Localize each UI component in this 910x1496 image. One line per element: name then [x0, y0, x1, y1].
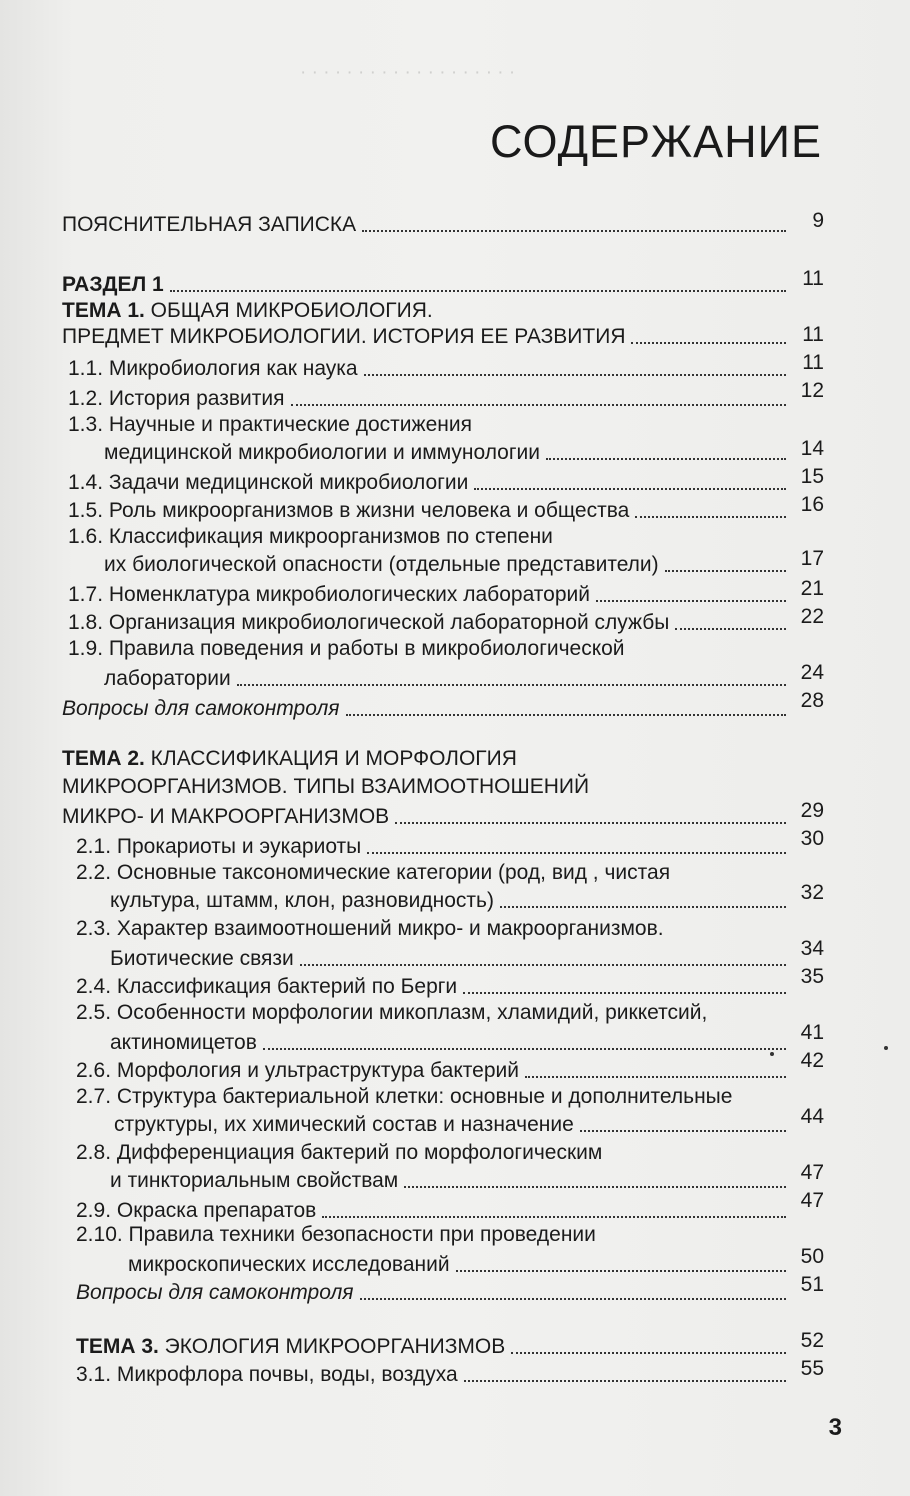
toc-topic-2-line2[interactable]: МИКРООРГАНИЗМОВ. ТИПЫ ВЗАИМООТНОШЕНИЙ	[62, 775, 590, 798]
leader-dots	[291, 403, 787, 406]
toc-entry-label: 1.2. История развития	[68, 387, 285, 410]
toc-entry-2-9[interactable]	[76, 1198, 792, 1224]
leader-dots	[263, 1047, 786, 1050]
leader-dots	[635, 515, 786, 518]
toc-entry-2-7-line1[interactable]: 2.7. Структура бактериальной клетки: основные и дополнительные	[76, 1085, 733, 1108]
toc-entry-1-6-line2[interactable]	[104, 552, 792, 578]
toc-entry-2-6[interactable]	[76, 1058, 792, 1084]
toc-page-number: 15	[800, 465, 824, 488]
toc-page-number: 11	[802, 267, 824, 290]
leader-dots	[525, 1075, 786, 1078]
toc-page-number: 35	[800, 965, 824, 988]
topic-title: ОБЩАЯ МИКРОБИОЛОГИЯ.	[144, 299, 433, 322]
toc-entry-label: микроскопических исследований	[128, 1253, 450, 1276]
topic-prefix: ТЕМА 3.	[76, 1335, 159, 1358]
leader-dots	[580, 1129, 786, 1132]
leader-dots	[170, 289, 786, 292]
toc-page-number: 32	[800, 881, 824, 904]
toc-entry-2-8-line1[interactable]: 2.8. Дифференциация бактерий по морфологическим	[76, 1141, 603, 1164]
toc-page-number: 22	[800, 605, 824, 628]
leader-dots	[404, 1185, 786, 1188]
toc-entry-1-7[interactable]	[68, 582, 792, 608]
toc-entry-label: культура, штамм, клон, разновидность)	[110, 889, 494, 912]
toc-entry-label: 3.1. Микрофлора почвы, воды, воздуха	[76, 1363, 458, 1386]
toc-entry-label: медицинской микробиологии и иммунологии	[104, 441, 540, 464]
toc-page-number: 11	[802, 323, 824, 346]
toc-entry-label: 1.7. Номенклатура микробиологических лабораторий	[68, 583, 590, 606]
leader-dots	[511, 1351, 786, 1354]
toc-topic-1-line2[interactable]	[62, 324, 792, 350]
page-title: СОДЕРЖАНИЕ	[490, 116, 822, 167]
toc-entry-label: 1.4. Задачи медицинской микробиологии	[68, 471, 469, 494]
leader-dots	[346, 713, 786, 716]
toc-entry-2-2-line2[interactable]	[110, 888, 792, 914]
toc-entry-2-5-line2[interactable]	[110, 1030, 792, 1056]
toc-entry-label: Биотические связи	[110, 947, 294, 970]
leader-dots	[237, 683, 786, 686]
toc-entry-label: их биологической опасности (отдельные представители)	[104, 553, 659, 576]
toc-page-number: 11	[802, 351, 824, 374]
toc-entry-label: актиномицетов	[110, 1031, 257, 1054]
toc-entry-1-1[interactable]	[68, 356, 792, 382]
toc-entry-1-3-line1[interactable]: 1.3. Научные и практические достижения	[68, 413, 472, 436]
toc-topic-2-line1[interactable]	[62, 746, 517, 772]
toc-entry-label: 1.8. Организация микробиологической лабораторной службы	[68, 611, 670, 634]
toc-topic-1-line1[interactable]	[62, 298, 433, 324]
topic-prefix: ТЕМА 2.	[62, 747, 145, 770]
toc-entry-note[interactable]	[62, 212, 792, 238]
leader-dots	[675, 627, 786, 630]
toc-entry-label: структуры, их химический состав и назначение	[114, 1113, 574, 1136]
toc-entry-label: 2.9. Окраска препаратов	[76, 1199, 317, 1222]
toc-entry-2-2-line1[interactable]: 2.2. Основные таксономические категории (род, вид , чистая	[76, 861, 671, 884]
toc-entry-2-7-line2[interactable]	[114, 1112, 792, 1138]
toc-entry-2-3-line1[interactable]: 2.3. Характер взаимоотношений микро- и макроорганизмов.	[76, 917, 664, 940]
toc-topic-3[interactable]	[76, 1334, 792, 1360]
toc-topic-2-line3[interactable]	[62, 804, 792, 830]
leader-dots	[596, 599, 786, 602]
topic-prefix: ТЕМА 1.	[62, 299, 145, 322]
toc-entry-label: лаборатории	[104, 667, 231, 690]
toc-page-number: 29	[800, 799, 824, 822]
toc-page-number: 34	[800, 937, 824, 960]
toc-entry-2-3-line2[interactable]	[110, 946, 792, 972]
toc-entry-questions-2[interactable]	[76, 1280, 792, 1306]
leader-dots	[362, 229, 786, 232]
toc-entry-1-4[interactable]	[68, 470, 792, 496]
toc-entry-label: 1.5. Роль микроорганизмов в жизни человека и общества	[68, 499, 630, 522]
leader-dots	[360, 1297, 786, 1300]
page-folio: 3	[828, 1414, 842, 1441]
toc-entry-1-2[interactable]	[68, 386, 792, 412]
leader-dots	[322, 1215, 786, 1218]
print-speck	[770, 1052, 774, 1056]
toc-page-number: 17	[800, 547, 824, 570]
bleed-through-text: · · · · · · · · · · · · · · · · · · ·	[300, 62, 516, 83]
toc-page-number: 41	[800, 1021, 824, 1044]
toc-entry-2-5-line1[interactable]: 2.5. Особенности морфологии микоплазм, хламидий, риккетсий,	[76, 1001, 708, 1024]
toc-entry-label: Вопросы для самоконтроля	[76, 1281, 354, 1304]
toc-entry-2-10-line1[interactable]: 2.10. Правила техники безопасности при проведении	[76, 1223, 596, 1246]
toc-entry-label: 2.1. Прокариоты и эукариоты	[76, 835, 362, 858]
print-speck	[884, 1046, 888, 1050]
leader-dots	[464, 1379, 786, 1382]
toc-entry-questions-1[interactable]	[62, 696, 792, 722]
leader-dots	[665, 569, 786, 572]
toc-page-number: 51	[800, 1273, 824, 1296]
toc-entry-label: 2.4. Классификация бактерий по Берги	[76, 975, 458, 998]
leader-dots	[546, 457, 786, 460]
toc-entry-1-9-line1[interactable]: 1.9. Правила поведения и работы в микробиологической	[68, 637, 625, 660]
leader-dots	[300, 963, 786, 966]
toc-page-number: 9	[812, 209, 824, 232]
toc-page-number: 28	[800, 689, 824, 712]
toc-entry-label: и тинкториальным свойствам	[110, 1169, 399, 1192]
leader-dots	[395, 821, 786, 824]
leader-dots	[456, 1269, 786, 1272]
toc-page-number: 24	[800, 661, 824, 684]
toc-page-number: 52	[800, 1329, 824, 1352]
toc-entry-1-8[interactable]	[68, 610, 792, 636]
toc-entry-label: 2.6. Морфология и ультраструктура бактерий	[76, 1059, 519, 1082]
leader-dots	[463, 991, 786, 994]
toc-page-number: 50	[800, 1245, 824, 1268]
toc-entry-label: РАЗДЕЛ 1	[62, 273, 164, 296]
toc-page-number: 12	[800, 379, 824, 402]
toc-entry-2-1[interactable]	[76, 834, 792, 860]
toc-entry-1-3-line2[interactable]	[104, 440, 792, 466]
toc-page-number: 44	[800, 1105, 824, 1128]
toc-entry-2-8-line2[interactable]	[110, 1168, 792, 1194]
topic-title: ЭКОЛОГИЯ МИКРООРГАНИЗМОВ	[158, 1335, 506, 1358]
toc-entry-label: ПОЯСНИТЕЛЬНАЯ ЗАПИСКА	[62, 213, 357, 236]
leader-dots	[474, 487, 786, 490]
topic-title: КЛАССИФИКАЦИЯ И МОРФОЛОГИЯ	[144, 747, 517, 770]
toc-page-number: 47	[800, 1189, 824, 1212]
toc-entry-2-4[interactable]	[76, 974, 792, 1000]
toc-entry-1-6-line1[interactable]: 1.6. Классификация микроорганизмов по степени	[68, 525, 553, 548]
leader-dots	[367, 851, 786, 854]
toc-page-number: 14	[800, 437, 824, 460]
toc-entry-1-5[interactable]	[68, 498, 792, 524]
toc-page-number: 16	[800, 493, 824, 516]
toc-entry-section-1[interactable]	[62, 272, 792, 298]
leader-dots	[631, 341, 786, 344]
toc-page-number: 47	[800, 1161, 824, 1184]
toc-entry-label: Вопросы для самоконтроля	[62, 697, 340, 720]
topic-title: ПРЕДМЕТ МИКРОБИОЛОГИИ. ИСТОРИЯ ЕЕ РАЗВИТИЯ	[62, 325, 626, 348]
topic-title: МИКРО- И МАКРООРГАНИЗМОВ	[62, 805, 390, 828]
toc-page-number: 21	[800, 577, 824, 600]
toc-entry-3-1[interactable]	[76, 1362, 792, 1388]
leader-dots	[364, 373, 786, 376]
topic-title-wrap	[76, 1334, 505, 1360]
toc-entry-2-10-line2[interactable]	[128, 1252, 792, 1278]
toc-page-number: 42	[800, 1049, 824, 1072]
toc-entry-1-9-line2[interactable]	[104, 666, 792, 692]
toc-page-number: 55	[800, 1357, 824, 1380]
toc-entry-label: 1.1. Микробиология как наука	[68, 357, 358, 380]
toc-page-number: 30	[800, 827, 824, 850]
leader-dots	[500, 905, 786, 908]
